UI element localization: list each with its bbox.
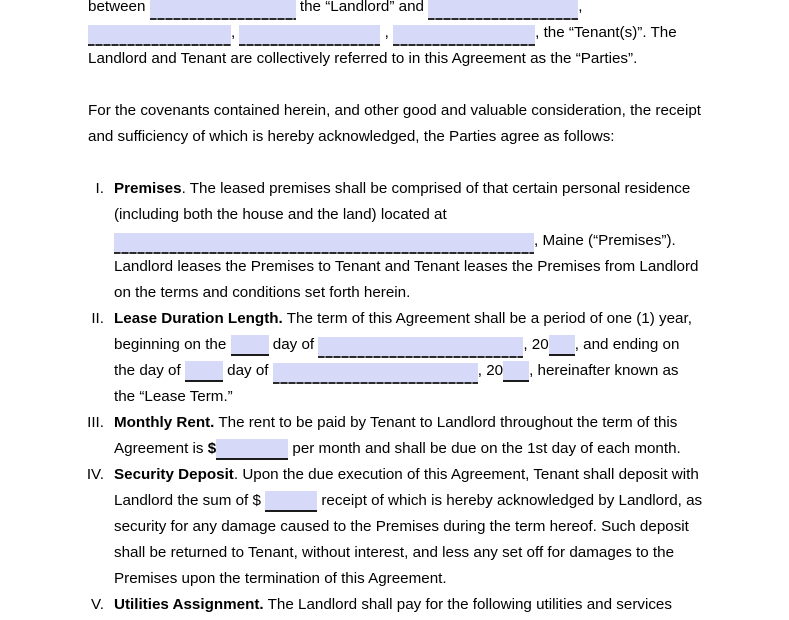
lease-end-day-blank[interactable] (185, 361, 223, 382)
parties-landlord-label: the “Landlord” and (295, 0, 429, 15)
clause-numeral-1: I. (95, 180, 104, 197)
clause-numeral-5: V. (91, 596, 104, 613)
lease-text-f: , 20 (477, 362, 504, 379)
party-second-blank[interactable] (428, 0, 578, 18)
clause-body-premises (114, 176, 703, 306)
lease-text-b: day of (268, 336, 319, 353)
clause-title-monthly-rent: Monthly Rent. (114, 414, 215, 431)
clause-body-utilities-assignment (114, 592, 703, 618)
covenants-line-1: For the covenants contained herein, and other good and valuable consideration, the (88, 102, 652, 119)
lease-start-year-blank[interactable] (549, 335, 575, 356)
parties-paragraph (0, 0, 789, 72)
premises-text-a: The leased premises shall be comprised of that certain personal residence (including both the house and the land) located at (114, 180, 691, 223)
clause-numeral-3: III. (87, 414, 104, 431)
clause-title-suffix-security-deposit: . (233, 466, 239, 483)
parties-between-label: between (88, 0, 150, 15)
parties-sep-1: , (231, 24, 240, 41)
tenant-name-blank-3[interactable] (393, 25, 535, 44)
monthly-rent-amount-blank[interactable] (216, 439, 288, 460)
tenant-name-blank-2[interactable] (239, 25, 380, 44)
security-deposit-amount-blank[interactable] (265, 491, 317, 512)
clause-body-security-deposit (114, 462, 703, 592)
covenants-paragraph (0, 98, 789, 150)
rent-dollar-sign: $ (207, 440, 217, 457)
lease-text-c: , 20 (523, 336, 549, 353)
lease-text-d: , and ending on the day of (114, 336, 680, 379)
clause-body-monthly-rent (114, 410, 703, 462)
lease-text-g: , hereinafter known as the “Lease Term.” (114, 362, 679, 405)
clause-title-suffix-premises: . (181, 180, 186, 197)
clause-numeral-2: II. (91, 310, 104, 327)
rent-text-b: per month and shall be due on the 1st day of each month. (288, 440, 681, 457)
deposit-text-b: receipt of which is hereby acknowledged by Landlord, as security for any damage caused to the Premises during the term hereof. Such deposit shall be returned to Tenant, without interest, and less any set off for damages to the Premises upon the termination of this Agreement. (114, 492, 703, 587)
parties-line1-end: , (578, 0, 583, 15)
clause-utilities-assignment (0, 592, 789, 618)
tenant-name-blank-1[interactable] (88, 25, 231, 44)
clause-premises (0, 176, 789, 306)
lease-text-a: The term of this Agreement shall be a period of one (1) year, beginning on the (114, 310, 692, 353)
deposit-dollar-sign: $ (252, 492, 266, 509)
clause-lease-duration (0, 306, 789, 410)
rent-text-a: The rent to be paid by Tenant to Landlord throughout the term of this Agreement is (114, 414, 678, 457)
premises-text-b: , Maine (“Premises”). Landlord leases the Premises to Tenant and Tenant leases the Premises from Landlord on the terms and conditions set forth herein. (114, 232, 699, 301)
lease-end-year-blank[interactable] (503, 361, 529, 382)
clause-title-utilities-assignment: Utilities Assignment. (114, 596, 264, 613)
parties-collective-line: Landlord and Tenant are collectively referred to in this Agreement as the “Parties”. (88, 50, 638, 67)
utilities-text-a: The Landlord shall pay for the following utilities and services (263, 596, 672, 613)
clause-title-premises: Premises (114, 180, 182, 197)
clause-body-lease-duration (114, 306, 703, 410)
clause-title-lease-duration: Lease Duration Length. (114, 310, 283, 327)
lease-start-day-blank[interactable] (231, 335, 269, 356)
deposit-text-a: Upon the due execution of this Agreement, Tenant shall deposit with Landlord the sum of (114, 466, 699, 509)
premises-address-blank[interactable] (114, 233, 534, 252)
landlord-name-blank[interactable] (150, 0, 296, 18)
parties-tenants-label: , the “Tenant(s)”. The (535, 24, 677, 41)
clause-monthly-rent (0, 410, 789, 462)
clause-numeral-4: IV. (86, 466, 104, 483)
lease-start-month-blank[interactable] (318, 337, 523, 356)
covenants-line-2: receipt and sufficiency of which is hereby acknowledged, the Parties agree as follows: (88, 102, 702, 145)
clause-security-deposit (0, 462, 789, 592)
clause-list (0, 176, 789, 618)
lease-text-e: day of (222, 362, 273, 379)
clause-title-security-deposit: Security Deposit (114, 466, 234, 483)
parties-sep-2: , (380, 24, 394, 41)
lease-end-month-blank[interactable] (273, 363, 478, 382)
